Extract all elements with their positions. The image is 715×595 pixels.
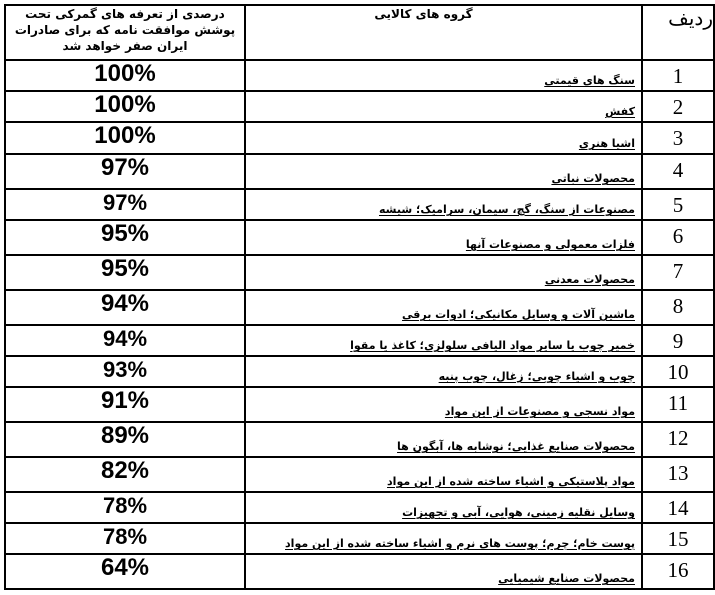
group-cell (245, 220, 642, 255)
percent-cell: 95% (5, 220, 245, 255)
table-row (5, 220, 714, 255)
table-row (5, 325, 714, 356)
group-label: فلزات معمولی و مصنوعات آنها (465, 238, 635, 251)
group-cell (245, 422, 642, 457)
group-label: محصولات معدنی (544, 273, 635, 286)
table-row (5, 554, 714, 589)
table-row (5, 154, 714, 189)
table-row (5, 189, 714, 220)
group-label: محصولات نباتی (551, 172, 635, 185)
group-label: وسایل نقلیه زمینی، هوایی، آبی و تجهیزات (402, 506, 635, 519)
group-label: کفش (605, 105, 635, 118)
group-label: محصولات صنایع شیمیایی (498, 572, 635, 585)
header-percentage-line-2: پوشش موافقت نامه که برای صادرات (14, 23, 236, 37)
table-row (5, 255, 714, 290)
group-label: ماشین آلات و وسایل مکانیکی؛ ادوات برقی (402, 308, 635, 321)
group-cell (245, 387, 642, 422)
group-cell (245, 290, 642, 325)
percent-cell: 94% (5, 290, 245, 325)
percent-cell: 89% (5, 422, 245, 457)
percent-cell: 95% (5, 255, 245, 290)
index-cell: 12 (642, 422, 714, 457)
percent-cell: 97% (5, 154, 245, 189)
group-cell (245, 554, 642, 589)
header-goods-group-label: گروه های کالایی (374, 7, 473, 21)
group-label: مواد پلاستیکی و اشیاء ساخته شده از این مواد (387, 475, 635, 488)
table-row (5, 457, 714, 492)
group-cell (245, 189, 642, 220)
group-label: مصنوعات از سنگ، گچ، سیمان، سرامیک؛ شیشه (378, 203, 635, 216)
percent-cell: 100% (5, 60, 245, 91)
header-row (5, 5, 714, 60)
group-label: مواد نسجی و مصنوعات از این مواد (444, 405, 635, 418)
table-row (5, 60, 714, 91)
group-cell (245, 91, 642, 122)
index-cell: 11 (642, 387, 714, 422)
table-row (5, 523, 714, 554)
group-label: پوست خام؛ چرم؛ پوست های نرم و اشیاء ساخته شده از این مواد (285, 537, 635, 550)
group-cell (245, 154, 642, 189)
percent-cell: 64% (5, 554, 245, 589)
tariff-table (4, 4, 715, 590)
index-cell: 16 (642, 554, 714, 589)
group-label: سنگ های قیمتی (544, 74, 635, 87)
index-cell: 2 (642, 91, 714, 122)
index-cell: 5 (642, 189, 714, 220)
header-row-number (642, 5, 714, 60)
index-cell: 13 (642, 457, 714, 492)
percent-cell: 78% (5, 492, 245, 523)
table-row (5, 122, 714, 154)
percent-cell: 94% (5, 325, 245, 356)
header-goods-group (245, 5, 642, 60)
table-row (5, 387, 714, 422)
group-cell (245, 457, 642, 492)
percent-cell: 93% (5, 356, 245, 387)
table-row (5, 492, 714, 523)
table-row (5, 290, 714, 325)
percent-cell: 82% (5, 457, 245, 492)
group-cell (245, 325, 642, 356)
group-label: چوب و اشیاء چوبی؛ زغال، چوب پنبه (438, 370, 635, 383)
header-percentage-line-3: ایران صفر خواهد شد (62, 39, 188, 53)
percent-cell: 100% (5, 122, 245, 154)
group-label: محصولات صنایع غذایی؛ نوشابه ها، آبگون ها (397, 440, 635, 453)
header-percentage-line-1: درصدی از تعرفه های گمرکی تحت (25, 7, 225, 21)
table-row (5, 91, 714, 122)
percent-cell: 100% (5, 91, 245, 122)
table-row (5, 356, 714, 387)
header-row-number-label: ردیف (668, 6, 713, 30)
table-row (5, 422, 714, 457)
group-cell (245, 122, 642, 154)
index-cell: 3 (642, 122, 714, 154)
index-cell: 1 (642, 60, 714, 91)
group-label: خمیر چوب یا سایر مواد الیافی سلولزی؛ کاغذ یا مقوا (350, 339, 635, 352)
percent-cell: 97% (5, 189, 245, 220)
index-cell: 7 (642, 255, 714, 290)
index-cell: 15 (642, 523, 714, 554)
group-label: اشیا هنری (578, 137, 635, 150)
index-cell: 14 (642, 492, 714, 523)
index-cell: 10 (642, 356, 714, 387)
group-cell (245, 255, 642, 290)
header-percentage (5, 5, 245, 60)
index-cell: 6 (642, 220, 714, 255)
index-cell: 8 (642, 290, 714, 325)
index-cell: 9 (642, 325, 714, 356)
percent-cell: 91% (5, 387, 245, 422)
group-cell (245, 523, 642, 554)
group-cell (245, 492, 642, 523)
index-cell: 4 (642, 154, 714, 189)
group-cell (245, 356, 642, 387)
percent-cell: 78% (5, 523, 245, 554)
group-cell (245, 60, 642, 91)
